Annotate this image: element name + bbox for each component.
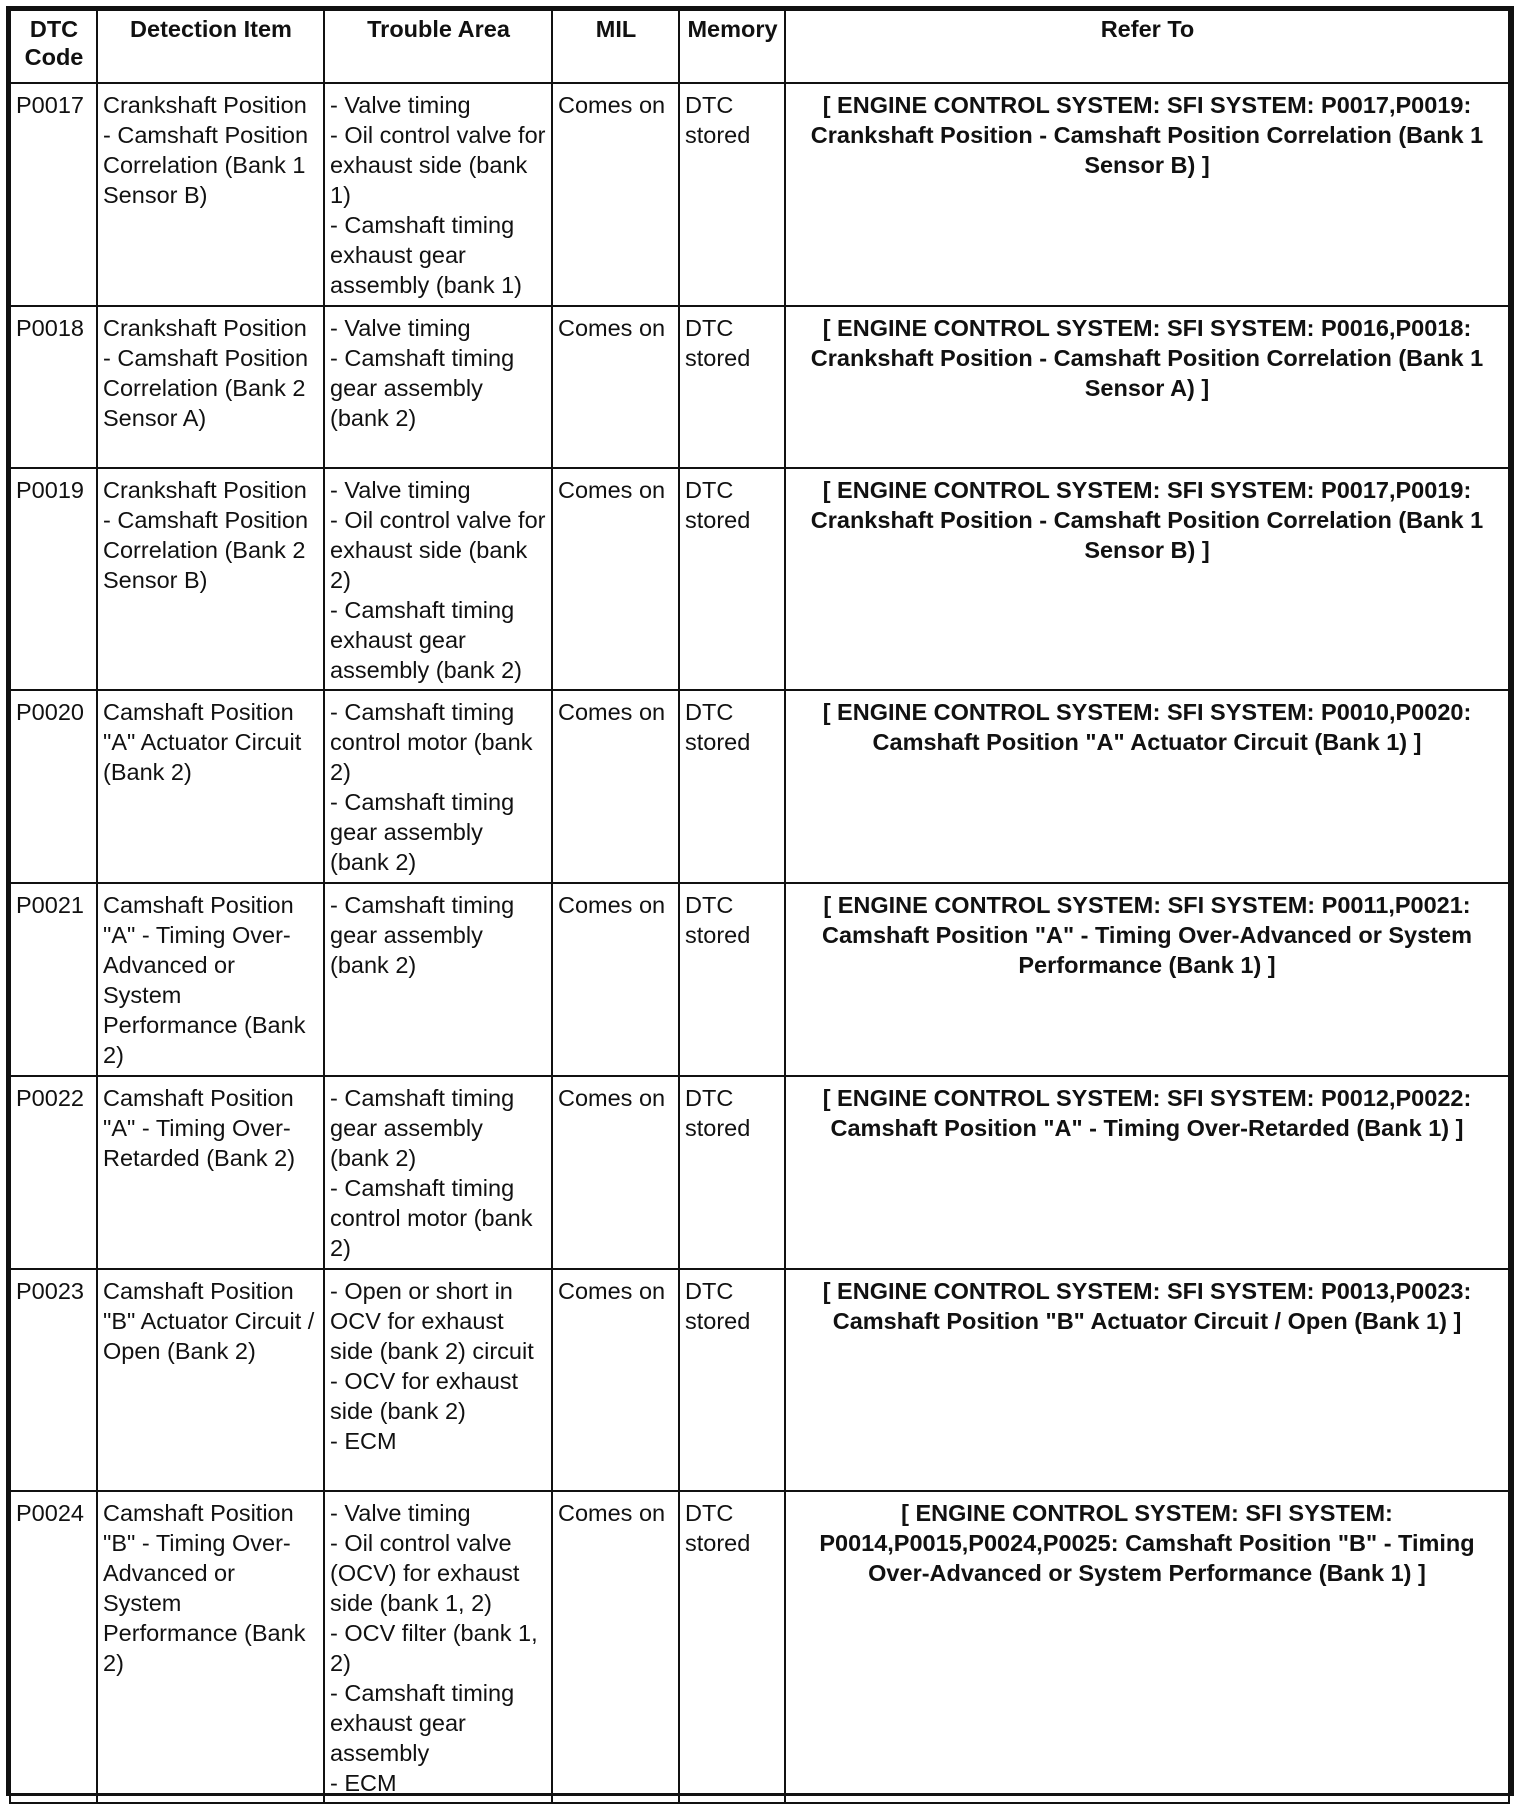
trouble-area-cell: - Camshaft timing gear assembly (bank 2) <box>324 883 552 1076</box>
table-row <box>10 468 1509 690</box>
refer-to-link[interactable]: [ ENGINE CONTROL SYSTEM: SFI SYSTEM: P0012,P0022: Camshaft Position "A" - Timing Over-Retarded (Bank 1) ] <box>785 1076 1509 1269</box>
detection-item-cell: Crankshaft Position - Camshaft Position Correlation (Bank 2 Sensor B) <box>97 468 324 690</box>
memory-cell: DTC stored <box>679 883 785 1076</box>
detection-item-cell: Camshaft Position "B" - Timing Over-Advanced or System Performance (Bank 2) <box>97 1491 324 1803</box>
frame-shadow <box>1511 6 1514 1796</box>
dtc-table <box>9 9 1510 1804</box>
refer-to-link[interactable]: [ ENGINE CONTROL SYSTEM: SFI SYSTEM: P0014,P0015,P0024,P0025: Camshaft Position "B" - Timing Over-Advanced or System Performance (Bank 1) ] <box>785 1491 1509 1803</box>
mil-cell: Comes on <box>552 306 679 468</box>
memory-cell: DTC stored <box>679 83 785 306</box>
mil-cell: Comes on <box>552 1491 679 1803</box>
header-dtc-code: DTC Code <box>10 10 97 83</box>
memory-cell: DTC stored <box>679 690 785 883</box>
refer-to-link[interactable]: [ ENGINE CONTROL SYSTEM: SFI SYSTEM: P0011,P0021: Camshaft Position "A" - Timing Over-Advanced or System Performance (Bank 1) ] <box>785 883 1509 1076</box>
refer-to-link[interactable]: [ ENGINE CONTROL SYSTEM: SFI SYSTEM: P0016,P0018: Crankshaft Position - Camshaft Position Correlation (Bank 1 Sensor A) ] <box>785 306 1509 468</box>
memory-cell: DTC stored <box>679 1491 785 1803</box>
refer-to-link[interactable]: [ ENGINE CONTROL SYSTEM: SFI SYSTEM: P0010,P0020: Camshaft Position "A" Actuator Circuit (Bank 1) ] <box>785 690 1509 883</box>
mil-cell: Comes on <box>552 83 679 306</box>
header-trouble-area: Trouble Area <box>324 10 552 83</box>
dtc-code-cell: P0018 <box>10 306 97 468</box>
table-row <box>10 690 1509 883</box>
trouble-area-cell: - Camshaft timing control motor (bank 2) - Camshaft timing gear assembly (bank 2) <box>324 690 552 883</box>
dtc-code-cell: P0021 <box>10 883 97 1076</box>
dtc-code-cell: P0023 <box>10 1269 97 1491</box>
table-frame <box>6 6 1511 1796</box>
header-memory: Memory <box>679 10 785 83</box>
dtc-code-cell: P0024 <box>10 1491 97 1803</box>
table-row <box>10 306 1509 468</box>
mil-cell: Comes on <box>552 1269 679 1491</box>
mil-cell: Comes on <box>552 690 679 883</box>
detection-item-cell: Crankshaft Position - Camshaft Position Correlation (Bank 2 Sensor A) <box>97 306 324 468</box>
detection-item-cell: Camshaft Position "A" - Timing Over-Advanced or System Performance (Bank 2) <box>97 883 324 1076</box>
memory-cell: DTC stored <box>679 1076 785 1269</box>
detection-item-cell: Camshaft Position "B" Actuator Circuit / Open (Bank 2) <box>97 1269 324 1491</box>
header-detection-item: Detection Item <box>97 10 324 83</box>
mil-cell: Comes on <box>552 883 679 1076</box>
header-mil: MIL <box>552 10 679 83</box>
trouble-area-cell: - Valve timing - Oil control valve for exhaust side (bank 2) - Camshaft timing exhaust gear assembly (bank 2) <box>324 468 552 690</box>
memory-cell: DTC stored <box>679 468 785 690</box>
header-row <box>10 10 1509 83</box>
table-row <box>10 883 1509 1076</box>
memory-cell: DTC stored <box>679 1269 785 1491</box>
mil-cell: Comes on <box>552 468 679 690</box>
table-row <box>10 1076 1509 1269</box>
trouble-area-cell: - Valve timing - Oil control valve for exhaust side (bank 1) - Camshaft timing exhaust gear assembly (bank 1) <box>324 83 552 306</box>
dtc-code-cell: P0019 <box>10 468 97 690</box>
table-row <box>10 83 1509 306</box>
dtc-code-cell: P0022 <box>10 1076 97 1269</box>
detection-item-cell: Camshaft Position "A" - Timing Over-Retarded (Bank 2) <box>97 1076 324 1269</box>
refer-to-link[interactable]: [ ENGINE CONTROL SYSTEM: SFI SYSTEM: P0013,P0023: Camshaft Position "B" Actuator Circuit / Open (Bank 1) ] <box>785 1269 1509 1491</box>
trouble-area-cell: - Valve timing - Camshaft timing gear assembly (bank 2) <box>324 306 552 468</box>
mil-cell: Comes on <box>552 1076 679 1269</box>
dtc-code-cell: P0017 <box>10 83 97 306</box>
refer-to-link[interactable]: [ ENGINE CONTROL SYSTEM: SFI SYSTEM: P0017,P0019: Crankshaft Position - Camshaft Position Correlation (Bank 1 Sensor B) ] <box>785 468 1509 690</box>
detection-item-cell: Camshaft Position "A" Actuator Circuit (Bank 2) <box>97 690 324 883</box>
trouble-area-cell: - Valve timing - Oil control valve (OCV) for exhaust side (bank 1, 2) - OCV filter (bank 1, 2) - Camshaft timing exhaust gear assembly - ECM <box>324 1491 552 1803</box>
trouble-area-cell: - Camshaft timing gear assembly (bank 2) - Camshaft timing control motor (bank 2) <box>324 1076 552 1269</box>
trouble-area-cell: - Open or short in OCV for exhaust side (bank 2) circuit - OCV for exhaust side (bank 2) - ECM <box>324 1269 552 1491</box>
memory-cell: DTC stored <box>679 306 785 468</box>
refer-to-link[interactable]: [ ENGINE CONTROL SYSTEM: SFI SYSTEM: P0017,P0019: Crankshaft Position - Camshaft Position Correlation (Bank 1 Sensor B) ] <box>785 83 1509 306</box>
table-row <box>10 1269 1509 1491</box>
header-refer-to: Refer To <box>785 10 1509 83</box>
detection-item-cell: Crankshaft Position - Camshaft Position Correlation (Bank 1 Sensor B) <box>97 83 324 306</box>
table-row <box>10 1491 1509 1803</box>
dtc-code-cell: P0020 <box>10 690 97 883</box>
